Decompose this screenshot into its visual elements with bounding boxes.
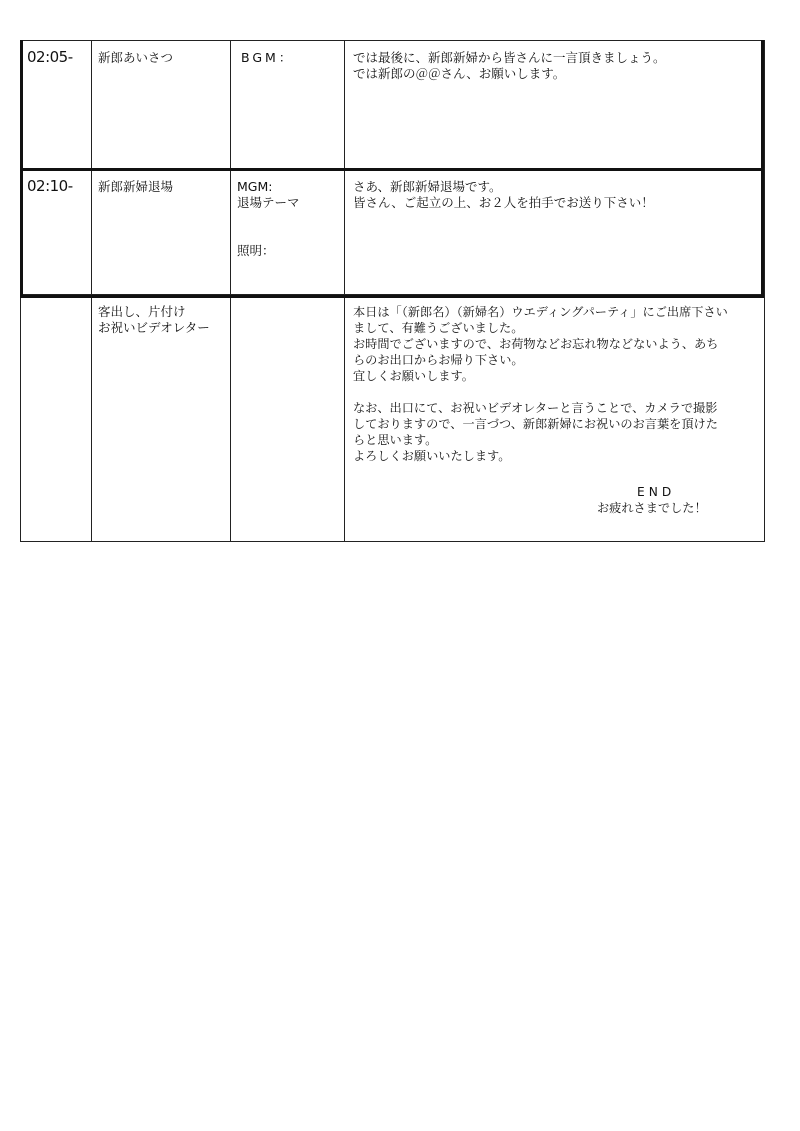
script-cell bbox=[345, 170, 765, 295]
script-line: なお、出口にて、お祝いビデオレターと言うことで、カメラで撮影 bbox=[353, 401, 718, 415]
end-block bbox=[353, 484, 756, 516]
item-cell bbox=[92, 41, 231, 170]
script-line: お時間でございますので、お荷物などお忘れ物などないよう、あち bbox=[353, 337, 719, 351]
script-line: まして、有難うございました。 bbox=[353, 321, 524, 335]
script-line: しておりますので、一言づつ、新郎新婦にお祝いのお言葉を頂けた bbox=[353, 417, 718, 431]
script-line: らのお出口からお帰り下さい。 bbox=[353, 353, 524, 367]
script-cell bbox=[345, 295, 765, 542]
end-word: END bbox=[637, 485, 676, 499]
item-text: お祝いビデオレター bbox=[98, 320, 210, 335]
script-line: では新郎の＠＠さん、お願いします。 bbox=[353, 66, 566, 81]
time-cell bbox=[21, 295, 92, 542]
lighting-text: 照明： bbox=[237, 243, 275, 258]
item-text: 新郎新婦退場 bbox=[98, 179, 174, 194]
table-row bbox=[21, 170, 765, 295]
music-cell bbox=[231, 295, 345, 542]
script-line: 宜しくお願いします。 bbox=[353, 369, 474, 383]
item-text: 新郎あいさつ bbox=[98, 50, 174, 65]
item-text: 客出し、片付け bbox=[98, 304, 186, 319]
time-cell: 02:10- bbox=[21, 170, 92, 295]
script-line: らと思います。 bbox=[353, 433, 438, 447]
table-row bbox=[21, 295, 765, 542]
script-cell bbox=[345, 41, 765, 170]
music-text: 退場テーマ bbox=[237, 195, 300, 210]
script-line: では最後に、新郎新婦から皆さんに一言頂きましょう。 bbox=[353, 50, 666, 65]
script-line: 皆さん、ご起立の上、お２人を拍手でお送り下さい！ bbox=[353, 195, 654, 210]
item-cell bbox=[92, 295, 231, 542]
script-line: よろしくお願いいたします。 bbox=[353, 449, 511, 463]
music-cell bbox=[231, 170, 345, 295]
item-cell bbox=[92, 170, 231, 295]
end-message: お疲れさまでした！ bbox=[597, 501, 707, 515]
music-text: BGM： bbox=[241, 50, 295, 65]
music-text: MGM: bbox=[237, 179, 273, 194]
schedule-table bbox=[20, 40, 765, 542]
script-line: 本日は「（新郎名）（新婦名）ウエディングパーティ」にご出席下さい bbox=[353, 305, 728, 319]
music-cell bbox=[231, 41, 345, 170]
table-row bbox=[21, 41, 765, 170]
time-cell: 02:05- bbox=[21, 41, 92, 170]
script-line: さあ、新郎新婦退場です。 bbox=[353, 179, 502, 194]
